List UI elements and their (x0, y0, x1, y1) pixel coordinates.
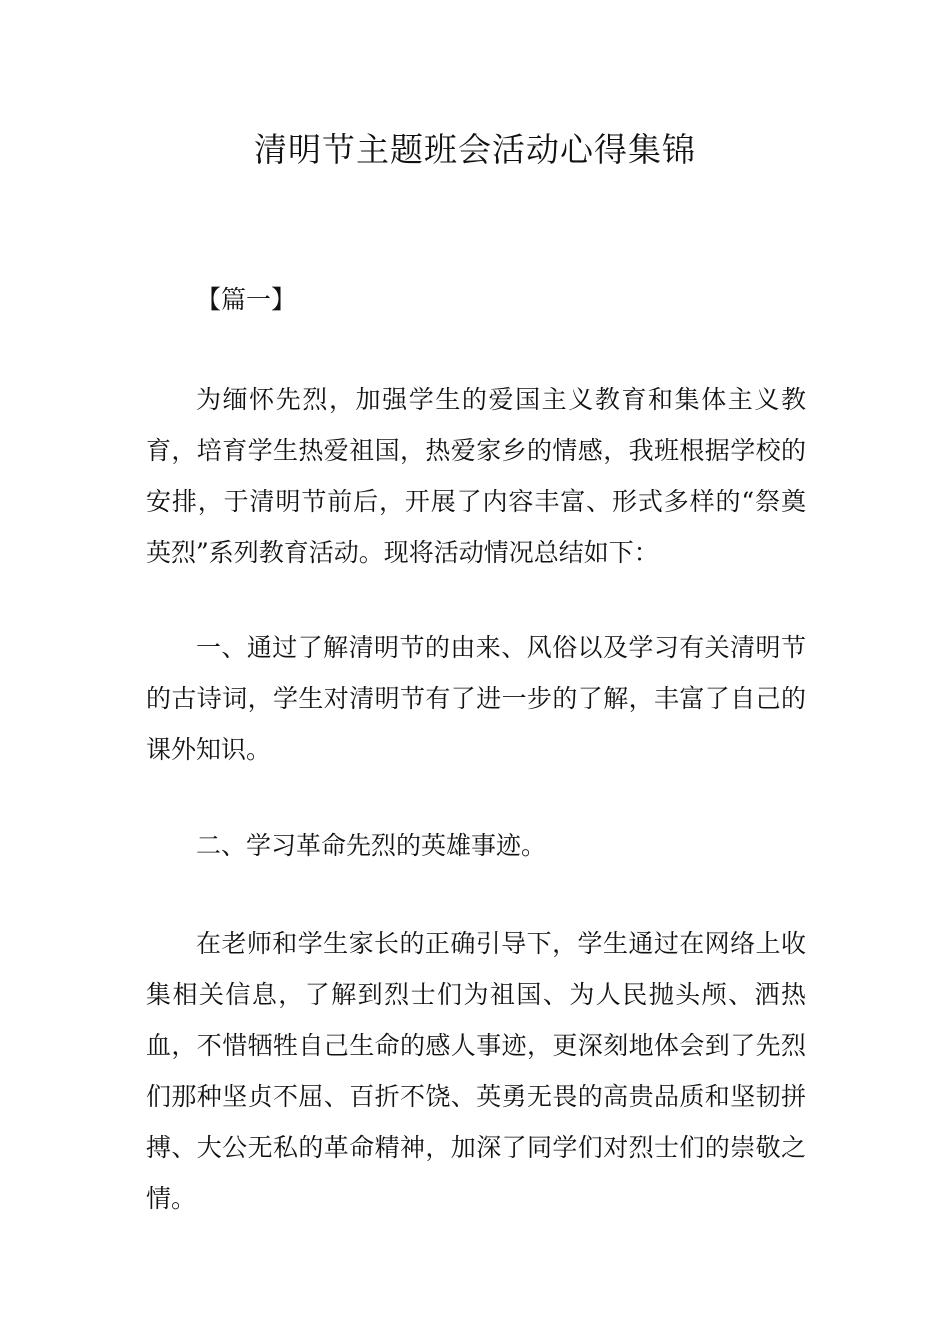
document-title: 清明节主题班会活动心得集锦 (254, 130, 696, 169)
paragraph-point-two: 二、学习革命先烈的英雄事迹。 (196, 831, 547, 860)
section-label: 【篇一】 (196, 285, 297, 314)
paragraph-intro: 为缅怀先烈，加强学生的爱国主义教育和集体主义教育，培育学生热爱祖国，热爱家乡的情感，我班根据学校的安排，于清明节前后，开展了内容丰富、形式多样的“祭奠英烈”系列教育活动。现将活动情况总结如下： (146, 385, 806, 567)
paragraph-point-one: 一、通过了解清明节的由来、风俗以及学习有关清明节的古诗词，学生对清明节有了进一步的了解，丰富了自己的课外知识。 (146, 633, 806, 764)
paragraph-detail: 在老师和学生家长的正确引导下，学生通过在网络上收集相关信息，了解到烈士们为祖国、为人民抛头颅、洒热血，不惜牺牲自己生命的感人事迹，更深刻地体会到了先烈们那种坚贞不屈、百折不饶、英勇无畏的高贵品质和坚韧拼搏、大公无私的革命精神，加深了同学们对烈士们的崇敬之情。 (146, 929, 806, 1213)
